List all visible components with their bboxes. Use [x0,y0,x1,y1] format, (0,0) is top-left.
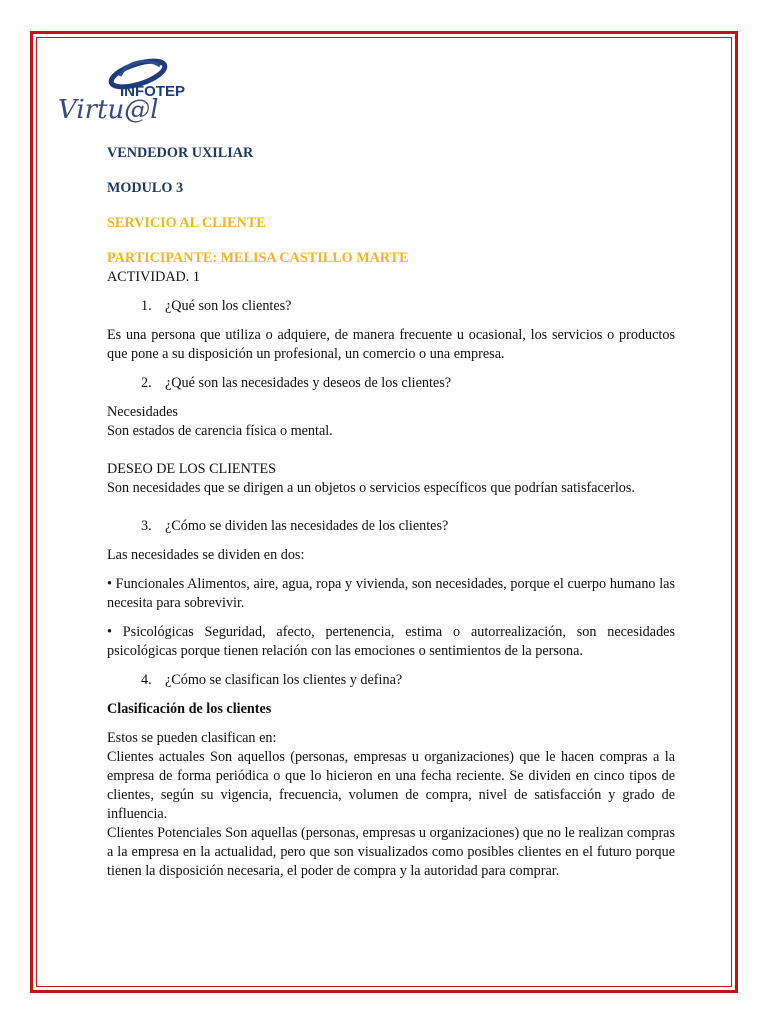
activity-label: ACTIVIDAD. 1 [107,269,200,285]
current-clients-text: Clientes actuales Son aquellos (personas, empresas u organizaciones) que le hacen compras a la empresa de forma periódica o que lo hicieron en una fecha reciente. Se dividen en cinco tipos de clientes, según su vigencia, frecuencia, volumen de compra, nivel de satisfacción y grado de influencia. [107,749,675,822]
classification-intro: Estos se pueden clasifican en: [107,730,277,746]
potential-clients-text: Clientes Potenciales Son aquellas (personas, empresas u organizaciones) que no le realizan compras a la empresa en la actualidad, pero que son visualizados como posibles clientes en el futuro porque tienen la disposición necesaria, el poder de compra y la autoridad para comprar. [107,825,675,879]
question-2 [107,374,675,393]
logo-virtual-text: Virtu@l [58,95,159,124]
question-4-number: 4. [141,672,152,688]
participant-name: PARTICIPANTE: MELISA CASTILLO MARTE [107,250,409,266]
question-3 [107,517,675,536]
needs-title: Necesidades [107,404,178,420]
question-3-text: ¿Cómo se dividen las necesidades de los clientes? [165,518,449,534]
needs-text: Son estados de carencia física o mental. [107,423,333,439]
answer-1: Es una persona que utiliza o adquiere, de manera frecuente u ocasional, los servicios o productos que pone a su disposición un profesional, un comercio o una empresa. [107,327,675,362]
topic-title: SERVICIO AL CLIENTE [107,215,266,231]
course-title: VENDEDOR UXILIAR [107,145,254,161]
logo-infotep-text: INFOTEP [120,83,186,100]
question-4 [107,671,675,690]
question-1 [107,297,675,316]
question-2-text: ¿Qué son las necesidades y deseos de los clientes? [165,375,452,391]
question-3-number: 3. [141,518,152,534]
answer-3-psychological: • Psicológicas Seguridad, afecto, pertenencia, estima o autorrealización, son necesidades psicológicas porque tienen relación con las emociones o sentimientos de la persona. [107,624,675,659]
infotep-virtual-logo [56,52,186,124]
module-title: MODULO 3 [107,180,184,196]
wants-text: Son necesidades que se dirigen a un objetos o servicios específicos que podrían satisfacerlos. [107,480,635,496]
question-1-text: ¿Qué son los clientes? [165,298,292,314]
question-4-text: ¿Cómo se clasifican los clientes y defina? [165,672,403,688]
question-2-number: 2. [141,375,152,391]
classification-title: Clasificación de los clientes [107,701,272,717]
document-body [107,144,675,881]
wants-title: DESEO DE LOS CLIENTES [107,461,277,477]
answer-3-intro: Las necesidades se dividen en dos: [107,547,305,563]
question-1-number: 1. [141,298,152,314]
answer-3-functional: • Funcionales Alimentos, aire, agua, ropa y vivienda, son necesidades, porque el cuerpo humano las necesita para sobrevivir. [107,576,675,611]
